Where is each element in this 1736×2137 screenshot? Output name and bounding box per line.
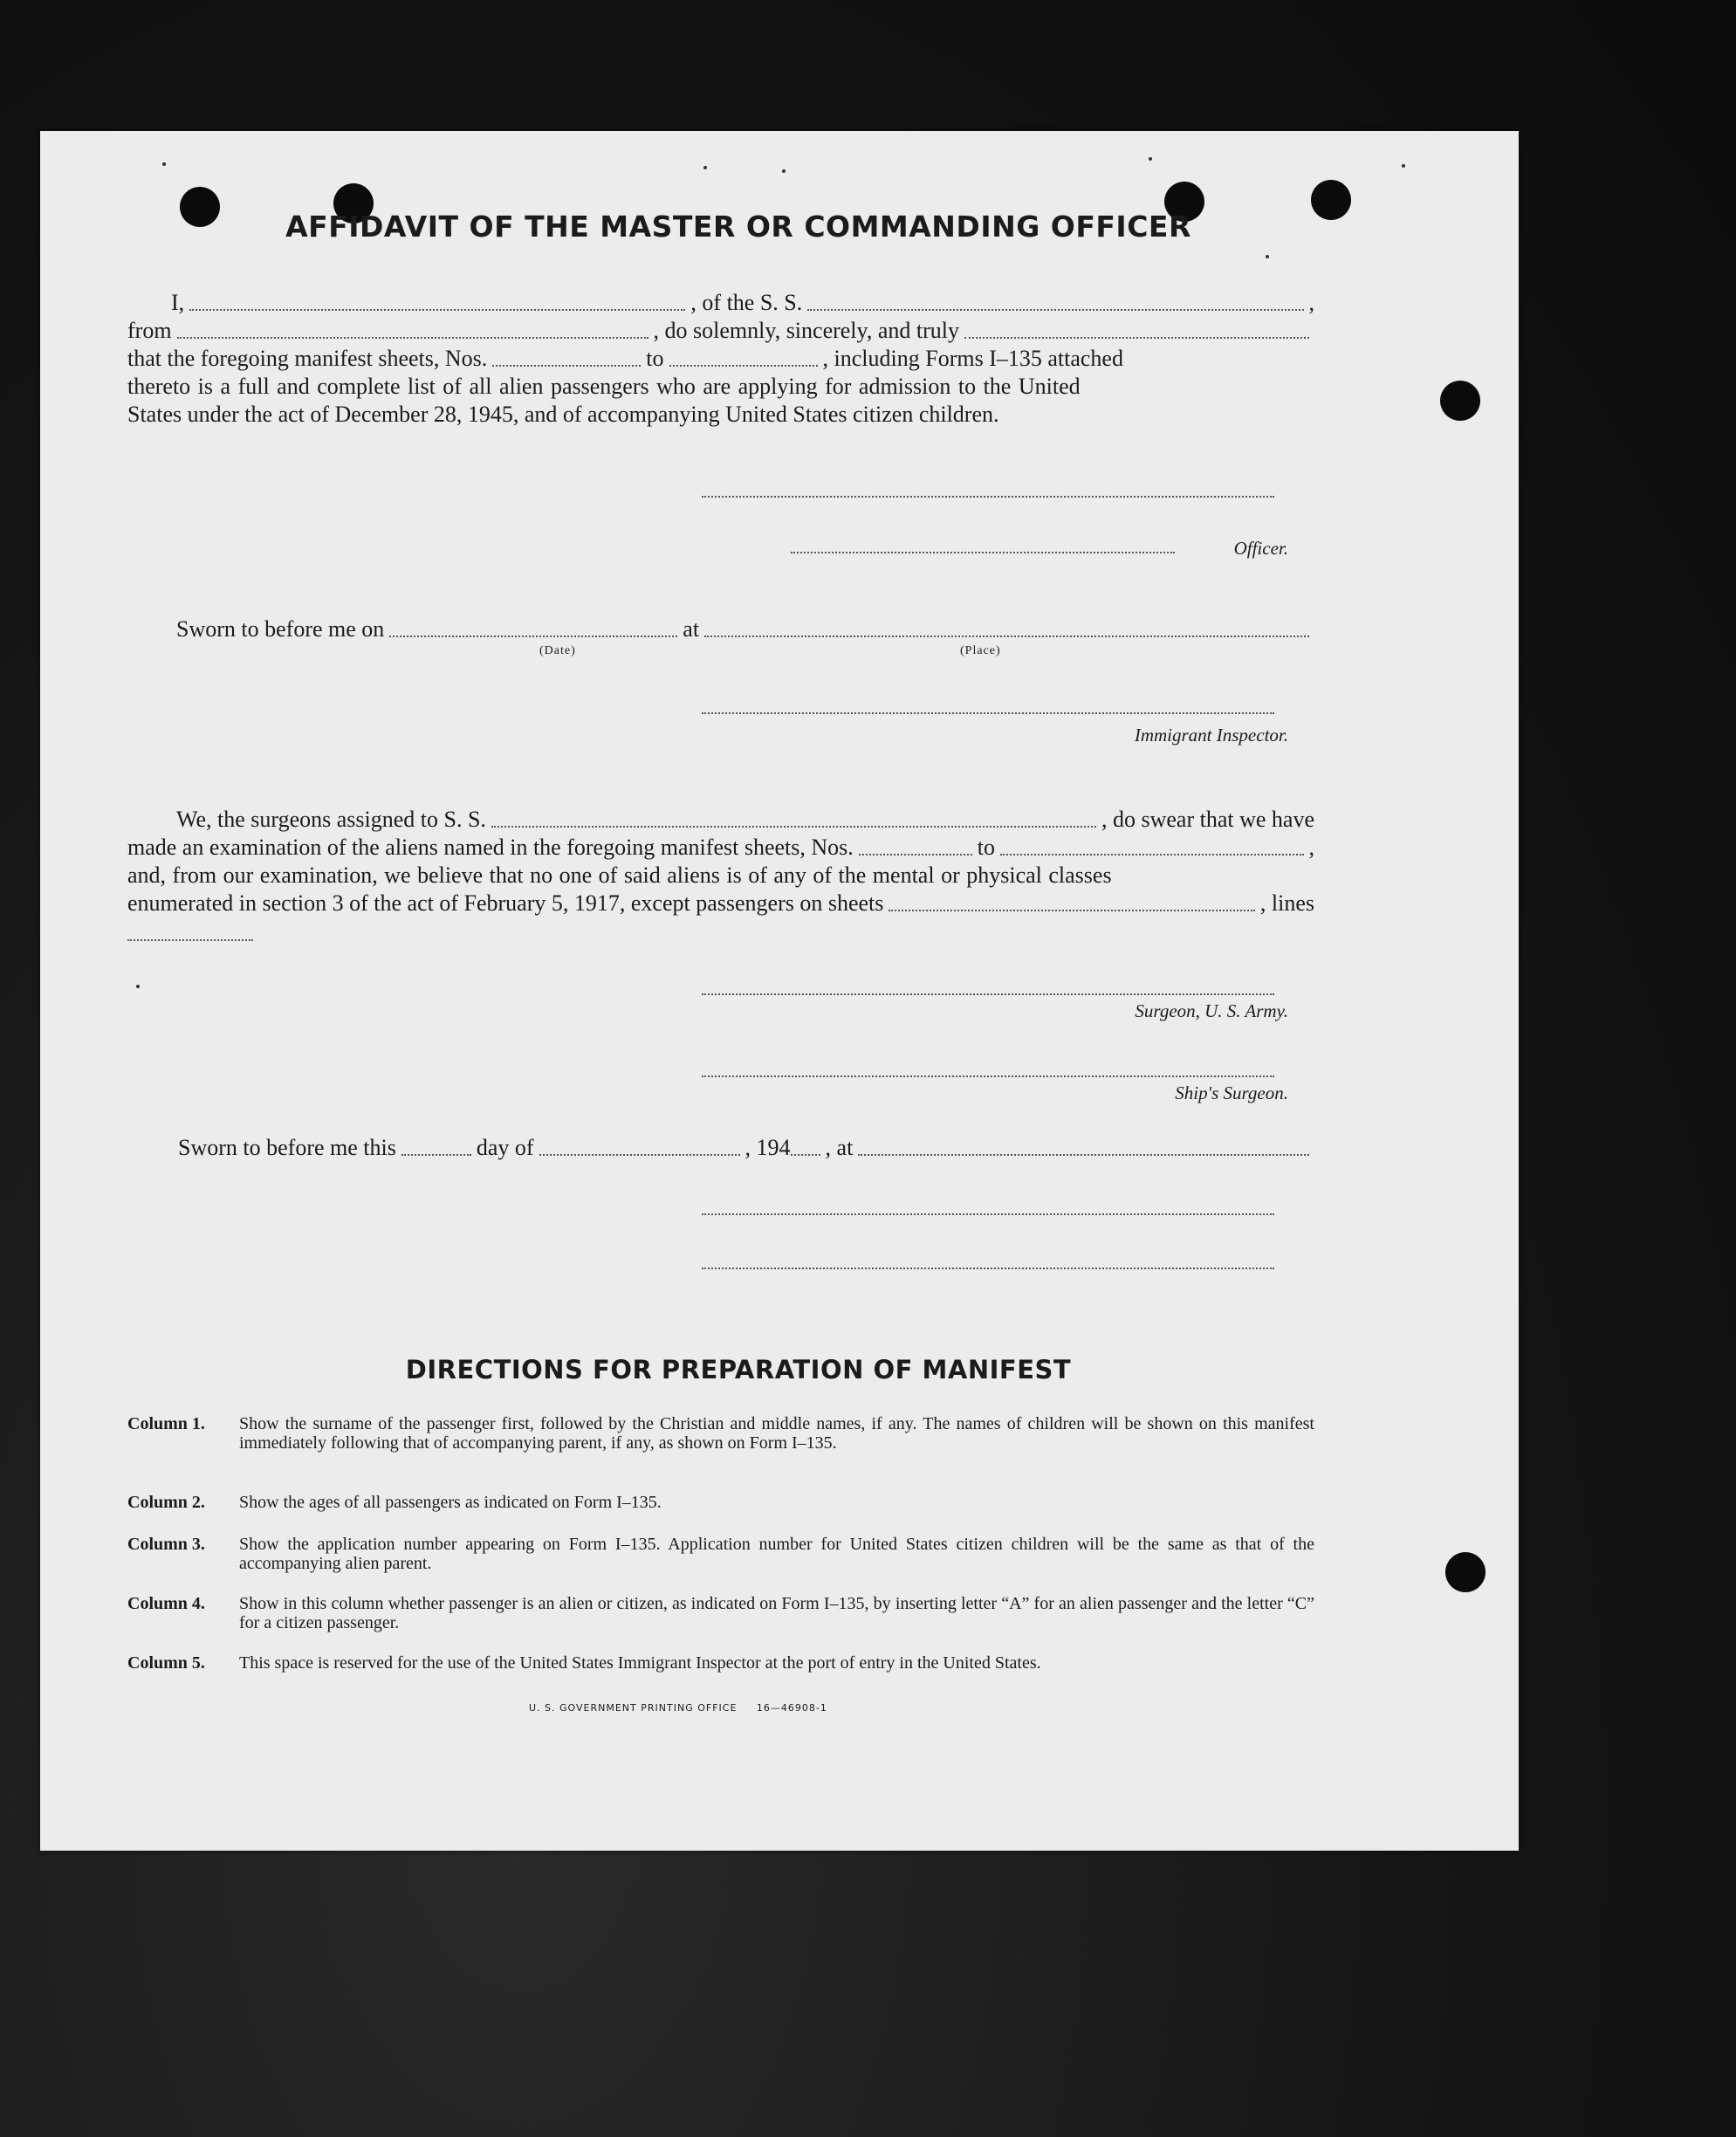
master-signature-line[interactable] bbox=[702, 496, 1274, 498]
dust-speck bbox=[136, 985, 140, 988]
date-caption: (Date) bbox=[539, 644, 576, 657]
sworn-text: at bbox=[683, 616, 700, 642]
officer-label: Officer. bbox=[1233, 538, 1288, 559]
sworn-year-field[interactable] bbox=[791, 1154, 820, 1156]
punch-hole bbox=[1445, 1552, 1486, 1592]
sheet-from-field[interactable] bbox=[492, 365, 641, 367]
printing-office-footer: U. S. GOVERNMENT PRINTING OFFICE 16—46908-1 bbox=[529, 1702, 827, 1714]
surgeon-text: We, the surgeons assigned to S. S. bbox=[176, 807, 486, 832]
army-surgeon-label: Surgeon, U. S. Army. bbox=[1135, 1000, 1288, 1021]
ship-surgeon-label: Ship's Surgeon. bbox=[1175, 1082, 1288, 1103]
exam-sheet-to-field[interactable] bbox=[1000, 854, 1304, 855]
surgeon-line-2 bbox=[127, 833, 1314, 861]
sworn-at-field[interactable] bbox=[858, 1154, 1309, 1156]
affidavit-text: , of the S. S. bbox=[690, 290, 803, 315]
surgeon-line-4 bbox=[127, 889, 1314, 917]
direction-item bbox=[127, 1493, 1314, 1512]
sworn-text: Sworn to before me on bbox=[176, 616, 385, 642]
ship-name-field[interactable] bbox=[807, 309, 1303, 311]
direction-item bbox=[127, 1535, 1314, 1573]
place-caption: (Place) bbox=[960, 644, 1001, 657]
affidavit-text: that the foregoing manifest sheets, Nos. bbox=[127, 346, 488, 371]
sworn-month-field[interactable] bbox=[539, 1154, 740, 1156]
affidavit-text: I, bbox=[171, 290, 185, 315]
direction-text: Show the ages of all passengers as indicated on Form I–135. bbox=[239, 1493, 662, 1512]
direction-item bbox=[127, 1594, 1314, 1632]
dust-speck bbox=[782, 169, 786, 173]
affidavit-text: thereto is a full and complete list of all alien passengers who are applying for admission to the United bbox=[127, 374, 1081, 399]
dust-speck bbox=[1266, 255, 1269, 258]
signature-line[interactable] bbox=[702, 1268, 1274, 1269]
affidavit-text: , do solemnly, sincerely, and truly bbox=[653, 318, 959, 343]
affidavit-text: , including Forms I–135 attached bbox=[822, 346, 1123, 371]
inspector-label: Immigrant Inspector. bbox=[1134, 725, 1288, 746]
direction-text: Show the surname of the passenger first, followed by the Christian and middle names, if any. The names of children will be shown on this manifest immediately following that of accompanying parent, if any, as shown on Form I–135. bbox=[239, 1414, 1314, 1453]
sworn-day-field[interactable] bbox=[401, 1154, 471, 1156]
direction-text: This space is reserved for the use of the United States Immigrant Inspector at the port of entry in the United States. bbox=[239, 1653, 1041, 1673]
surgeon-text: , lines bbox=[1259, 890, 1314, 916]
surgeon-sworn-line bbox=[127, 1133, 1314, 1161]
inspector-signature-line[interactable] bbox=[702, 712, 1274, 714]
surgeon-line-1 bbox=[127, 805, 1314, 833]
affidavit-text: to bbox=[646, 346, 664, 371]
army-surgeon-signature-line[interactable] bbox=[702, 993, 1274, 995]
signature-line[interactable] bbox=[702, 1213, 1274, 1215]
sworn-text: , 194 bbox=[744, 1135, 791, 1160]
exam-sheet-from-field[interactable] bbox=[859, 854, 972, 855]
affidavit-line-2 bbox=[127, 316, 1314, 344]
affidavit-text: from bbox=[127, 318, 172, 343]
sworn-text: Sworn to before me this bbox=[178, 1135, 396, 1160]
affidavit-line-5 bbox=[127, 400, 1314, 428]
direction-label: Column 2. bbox=[127, 1493, 205, 1512]
sworn-date-field[interactable] bbox=[389, 636, 677, 637]
sworn-text: day of bbox=[476, 1135, 534, 1160]
sworn-place-field[interactable] bbox=[704, 636, 1309, 637]
surgeon-text: and, from our examination, we believe that no one of said aliens is of any of the mental or physical classes bbox=[127, 862, 1112, 888]
surgeon-text: made an examination of the aliens named in the foregoing manifest sheets, Nos. bbox=[127, 835, 854, 860]
sworn-text: , at bbox=[825, 1135, 854, 1160]
affidavit-title: AFFIDAVIT OF THE MASTER OR COMMANDING OFFICER bbox=[285, 210, 1191, 244]
affidavit-line-3 bbox=[127, 344, 1314, 372]
direction-label: Column 5. bbox=[127, 1653, 205, 1673]
affidavit-line-1 bbox=[127, 288, 1314, 316]
master-name-field[interactable] bbox=[189, 309, 685, 311]
dust-speck bbox=[162, 162, 166, 166]
direction-label: Column 4. bbox=[127, 1594, 205, 1613]
departure-port-field[interactable] bbox=[177, 337, 648, 339]
punch-hole bbox=[1440, 381, 1480, 421]
direction-item bbox=[127, 1653, 1314, 1673]
ship-surgeon-signature-line[interactable] bbox=[702, 1075, 1274, 1077]
surgeon-text: , bbox=[1308, 835, 1314, 860]
surgeon-text: , do swear that we have bbox=[1101, 807, 1314, 832]
direction-label: Column 3. bbox=[127, 1535, 205, 1554]
direction-item bbox=[127, 1414, 1314, 1453]
surgeon-text: to bbox=[977, 835, 995, 860]
direction-label: Column 1. bbox=[127, 1414, 205, 1433]
surgeon-ship-field[interactable] bbox=[491, 826, 1096, 828]
excepted-lines-field[interactable] bbox=[127, 939, 253, 941]
manifest-form-sheet bbox=[40, 131, 1519, 1851]
excepted-sheets-field[interactable] bbox=[889, 910, 1254, 911]
sworn-date-line bbox=[127, 615, 1314, 642]
surgeon-text: enumerated in section 3 of the act of February 5, 1917, except passengers on sheets bbox=[127, 890, 884, 916]
affidavit-text: , bbox=[1308, 290, 1315, 315]
oath-type-field[interactable] bbox=[964, 337, 1309, 339]
dust-speck bbox=[1402, 164, 1405, 168]
direction-text: Show in this column whether passenger is an alien or citizen, as indicated on Form I–135, by inserting letter “A” for an alien passenger and the letter “C” for a citizen passenger. bbox=[239, 1594, 1314, 1632]
affidavit-line-4 bbox=[127, 372, 1314, 400]
affidavit-text: States under the act of December 28, 1945, and of accompanying United States citizen children. bbox=[127, 402, 999, 427]
dust-speck bbox=[1149, 157, 1152, 161]
directions-title: DIRECTIONS FOR PREPARATION OF MANIFEST bbox=[405, 1355, 1072, 1385]
dust-speck bbox=[703, 166, 707, 169]
direction-text: Show the application number appearing on Form I–135. Application number for United States citizen children will be the same as that of the accompanying alien parent. bbox=[239, 1535, 1314, 1573]
surgeon-line-3 bbox=[127, 861, 1314, 889]
sheet-to-field[interactable] bbox=[669, 365, 818, 367]
